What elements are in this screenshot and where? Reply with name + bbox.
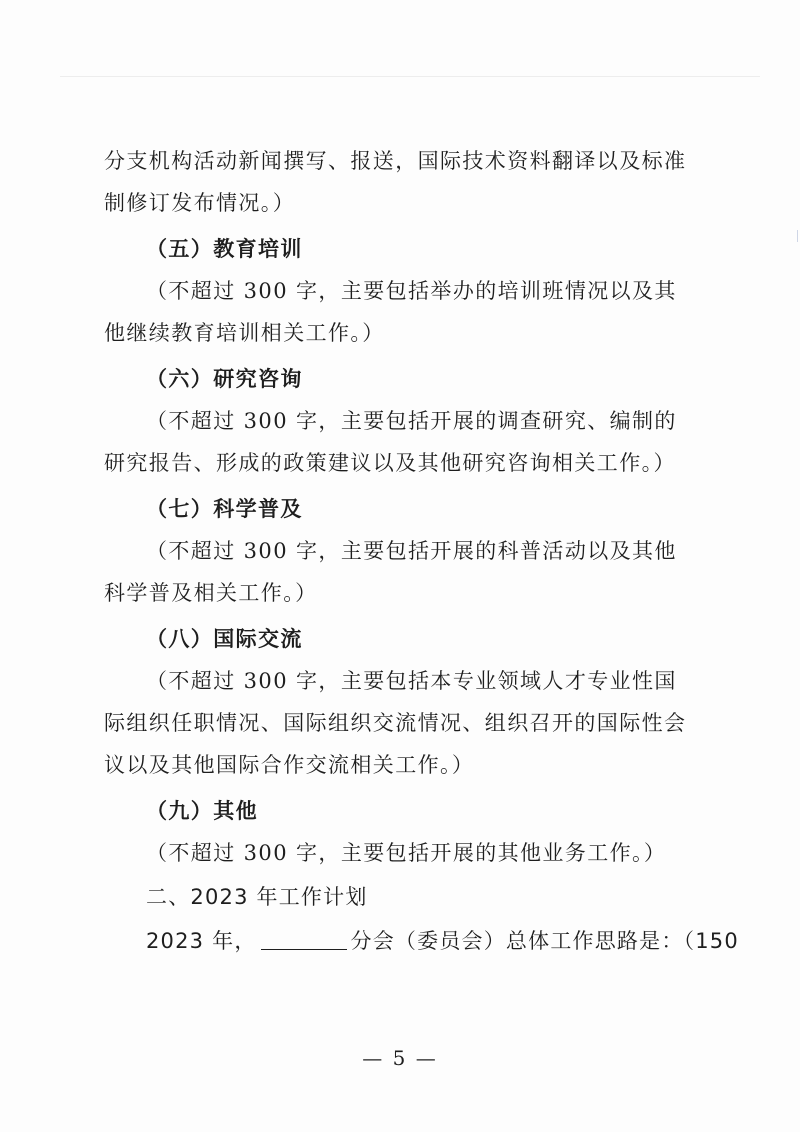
plan-intro-line	[146, 920, 739, 962]
plan-intro-suffix: 分会（委员会）总体工作思路是：（150	[350, 929, 739, 953]
scan-edge-mark	[791, 230, 798, 242]
paragraph-research-consulting: （不超过 300 字，主要包括开展的调查研究、编制的研究报告、形成的政策建议以及其他研究咨询相关工作。）	[104, 409, 677, 475]
heading-education-training: （五）教育培训	[146, 237, 303, 261]
paragraph-other: （不超过 300 字，主要包括开展的其他业务工作。）	[146, 841, 667, 865]
heading-international-exchange: （八）国际交流	[146, 627, 303, 651]
paragraph-education-training: （不超过 300 字，主要包括举办的培训班情况以及其他继续教育培训相关工作。）	[104, 279, 677, 345]
fill-in-blank	[261, 929, 347, 950]
paragraph-science-popularization: （不超过 300 字，主要包括开展的科普活动以及其他科学普及相关工作。）	[104, 539, 677, 605]
heading-other: （九）其他	[146, 799, 258, 823]
scan-artifact-line	[60, 76, 760, 77]
paragraph-international-exchange: （不超过 300 字，主要包括本专业领域人才专业性国际组织任职情况、国际组织交流情况、组织召开的国际性会议以及其他国际合作交流相关工作。）	[104, 669, 687, 777]
page-number: — 5 —	[362, 1046, 438, 1070]
heading-research-consulting: （六）研究咨询	[146, 367, 303, 391]
section-title-2023-plan: 二、2023 年工作计划	[146, 885, 368, 909]
paragraph-continuation: 分支机构活动新闻撰写、报送，国际技术资料翻译以及标准制修订发布情况。）	[104, 149, 687, 215]
heading-science-popularization: （七）科学普及	[146, 497, 303, 521]
plan-year-prefix: 2023 年，	[146, 929, 257, 953]
